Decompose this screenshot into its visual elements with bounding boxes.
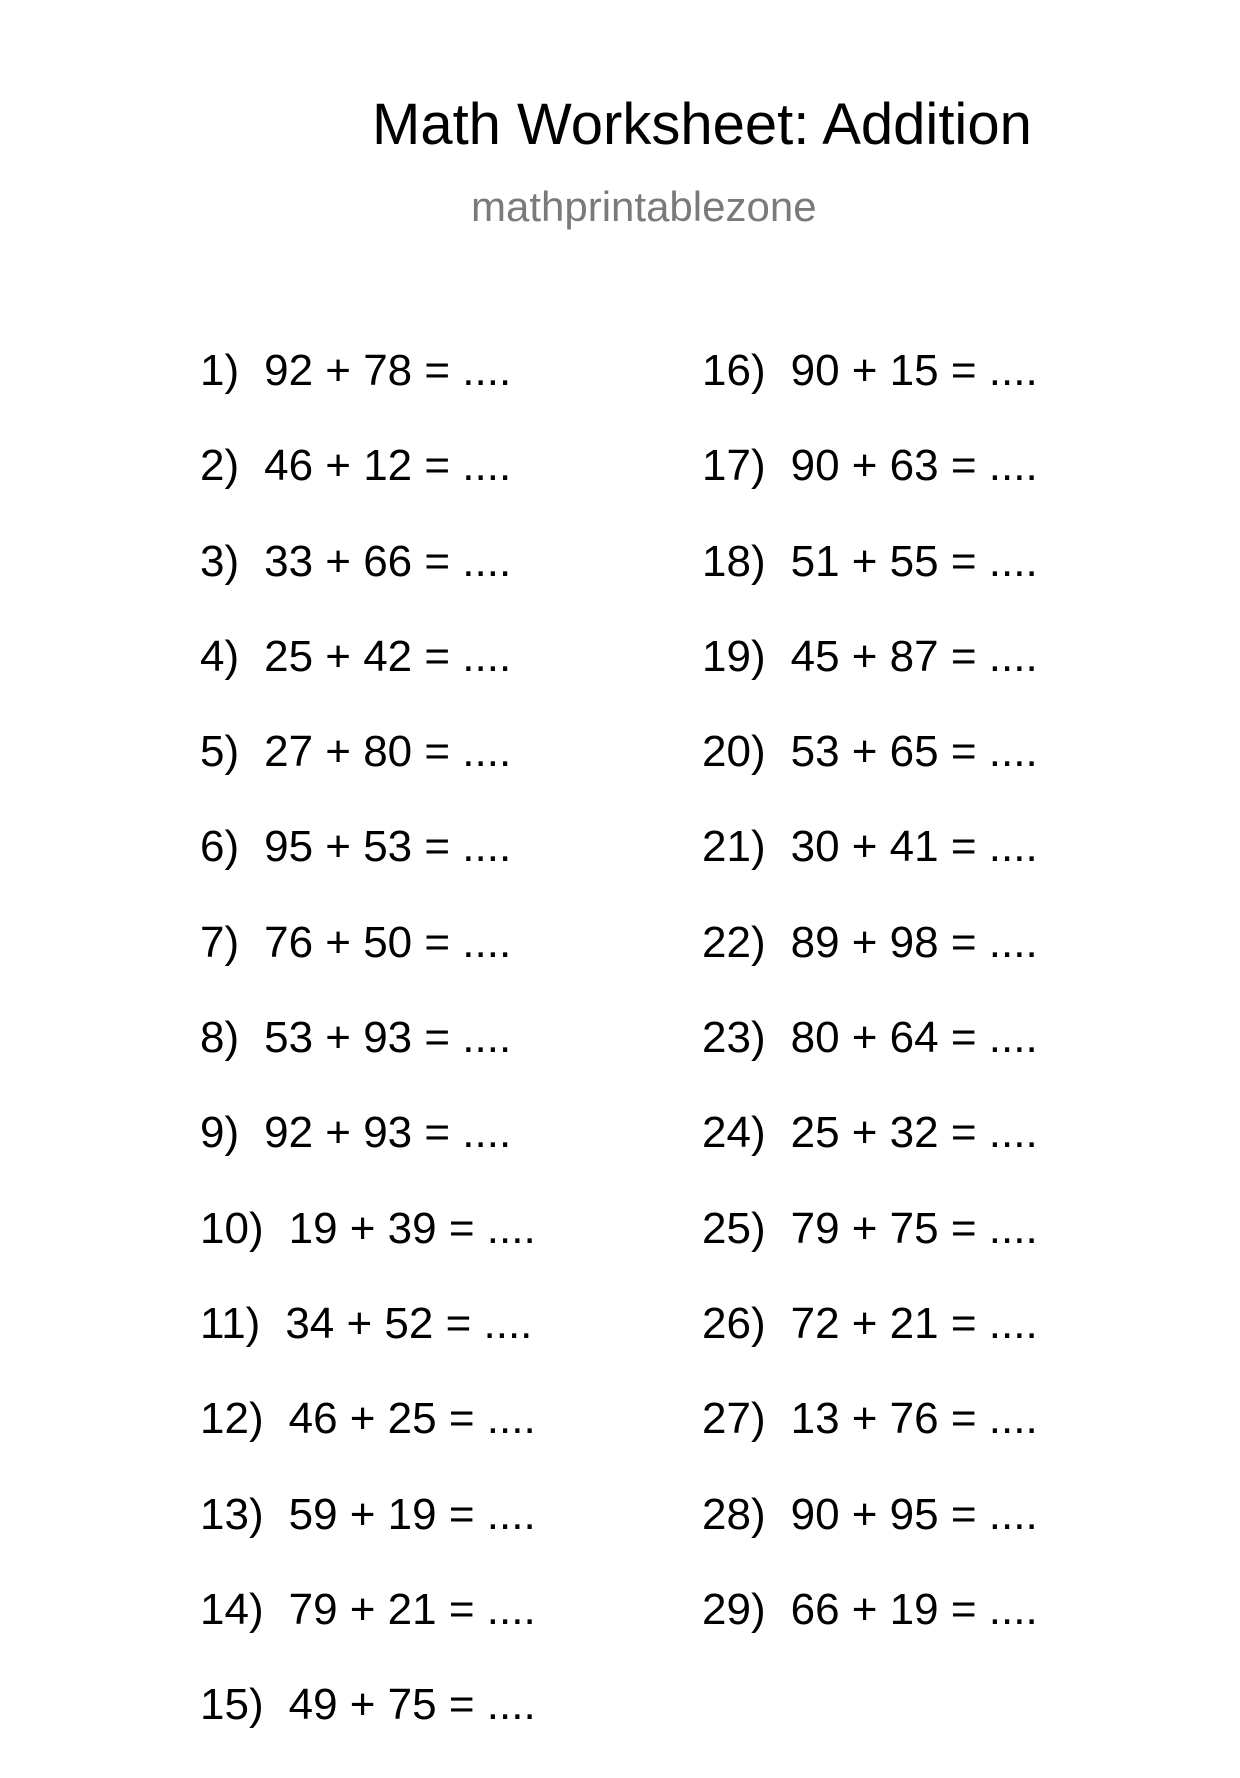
problem-number: 24) xyxy=(702,1108,766,1158)
problem-expression: 51 + 55 = .... xyxy=(790,536,1038,586)
problem-expression: 59 + 19 = .... xyxy=(288,1489,536,1539)
problem-expression: 90 + 63 = .... xyxy=(790,441,1038,491)
problem-expression: 49 + 75 = .... xyxy=(288,1680,536,1730)
problem-expression: 72 + 21 = .... xyxy=(790,1298,1038,1348)
problem-item xyxy=(702,536,1038,635)
problem-number: 20) xyxy=(702,727,766,777)
problem-item xyxy=(702,1584,1038,1683)
problem-expression: 90 + 95 = .... xyxy=(790,1489,1038,1539)
problem-item xyxy=(702,1298,1038,1397)
problem-number: 16) xyxy=(702,346,766,395)
problem-number: 6) xyxy=(200,822,240,872)
problem-number: 22) xyxy=(702,917,766,967)
problem-column-left xyxy=(200,346,536,1778)
problem-item xyxy=(200,1584,536,1683)
problem-number: 13) xyxy=(200,1489,264,1539)
problem-number: 19) xyxy=(702,631,766,681)
problem-item xyxy=(200,1203,536,1302)
problem-item xyxy=(200,1489,536,1588)
problem-number: 18) xyxy=(702,536,766,586)
problem-item xyxy=(200,727,536,825)
problem-expression: 79 + 75 = .... xyxy=(790,1203,1038,1253)
problem-expression: 30 + 41 = .... xyxy=(790,822,1038,872)
problem-expression: 34 + 52 = .... xyxy=(285,1298,533,1348)
problem-item xyxy=(702,441,1038,539)
problem-item xyxy=(200,1108,536,1206)
problem-number: 25) xyxy=(702,1203,766,1253)
problem-expression: 92 + 78 = .... xyxy=(264,346,512,395)
problem-expression: 25 + 32 = .... xyxy=(790,1108,1038,1158)
problem-item xyxy=(702,1394,1038,1492)
problem-expression: 19 + 39 = .... xyxy=(288,1203,536,1253)
problem-number: 27) xyxy=(702,1394,766,1444)
problem-number: 14) xyxy=(200,1584,264,1634)
problem-item xyxy=(702,1203,1038,1302)
problem-expression: 89 + 98 = .... xyxy=(790,917,1038,967)
problem-number: 10) xyxy=(200,1203,264,1253)
problem-expression: 90 + 15 = .... xyxy=(790,346,1038,395)
problem-number: 15) xyxy=(200,1680,264,1730)
problem-number: 3) xyxy=(200,536,240,586)
problem-item xyxy=(200,1013,536,1111)
problem-number: 2) xyxy=(200,441,240,491)
problem-item xyxy=(200,441,536,539)
problem-column-right xyxy=(702,346,1038,1683)
problem-item xyxy=(200,917,536,1016)
problem-number: 26) xyxy=(702,1298,766,1348)
problem-number: 7) xyxy=(200,917,240,967)
problem-expression: 79 + 21 = .... xyxy=(288,1584,536,1634)
problem-expression: 76 + 50 = .... xyxy=(264,917,512,967)
problem-number: 28) xyxy=(702,1489,766,1539)
problem-item xyxy=(702,727,1038,825)
problem-item xyxy=(200,1298,536,1397)
worksheet-subtitle: mathprintablezone xyxy=(471,183,817,230)
problem-number: 21) xyxy=(702,822,766,872)
problem-expression: 92 + 93 = .... xyxy=(264,1108,512,1158)
problem-expression: 13 + 76 = .... xyxy=(790,1394,1038,1444)
problem-item xyxy=(702,1108,1038,1206)
problem-expression: 66 + 19 = .... xyxy=(790,1584,1038,1634)
problem-expression: 53 + 65 = .... xyxy=(790,727,1038,777)
problem-item xyxy=(702,1489,1038,1588)
worksheet-title: Math Worksheet: Addition xyxy=(372,92,1032,157)
problem-expression: 95 + 53 = .... xyxy=(264,822,512,872)
problem-item xyxy=(200,346,536,444)
problem-item xyxy=(200,1680,536,1778)
problem-item xyxy=(702,917,1038,1016)
problem-expression: 33 + 66 = .... xyxy=(264,536,512,586)
problem-number: 4) xyxy=(200,631,240,681)
problem-expression: 45 + 87 = .... xyxy=(790,631,1038,681)
problem-number: 17) xyxy=(702,441,766,491)
problem-item xyxy=(702,346,1038,444)
problem-expression: 80 + 64 = .... xyxy=(790,1013,1038,1063)
problem-number: 12) xyxy=(200,1394,264,1444)
problem-number: 11) xyxy=(200,1298,261,1348)
problem-number: 9) xyxy=(200,1108,240,1158)
problem-item xyxy=(702,1013,1038,1111)
problem-expression: 27 + 80 = .... xyxy=(264,727,512,777)
problem-item xyxy=(200,1394,536,1492)
problem-number: 1) xyxy=(200,346,240,395)
problem-expression: 25 + 42 = .... xyxy=(264,631,512,681)
problem-number: 23) xyxy=(702,1013,766,1063)
problem-item xyxy=(200,631,536,730)
problem-expression: 46 + 25 = .... xyxy=(288,1394,536,1444)
problem-item xyxy=(200,536,536,635)
problem-expression: 53 + 93 = .... xyxy=(264,1013,512,1063)
problem-item xyxy=(702,631,1038,730)
problem-item xyxy=(200,822,536,920)
problem-number: 29) xyxy=(702,1584,766,1634)
problem-number: 8) xyxy=(200,1013,240,1063)
problem-number: 5) xyxy=(200,727,240,777)
problem-expression: 46 + 12 = .... xyxy=(264,441,512,491)
problem-item xyxy=(702,822,1038,920)
